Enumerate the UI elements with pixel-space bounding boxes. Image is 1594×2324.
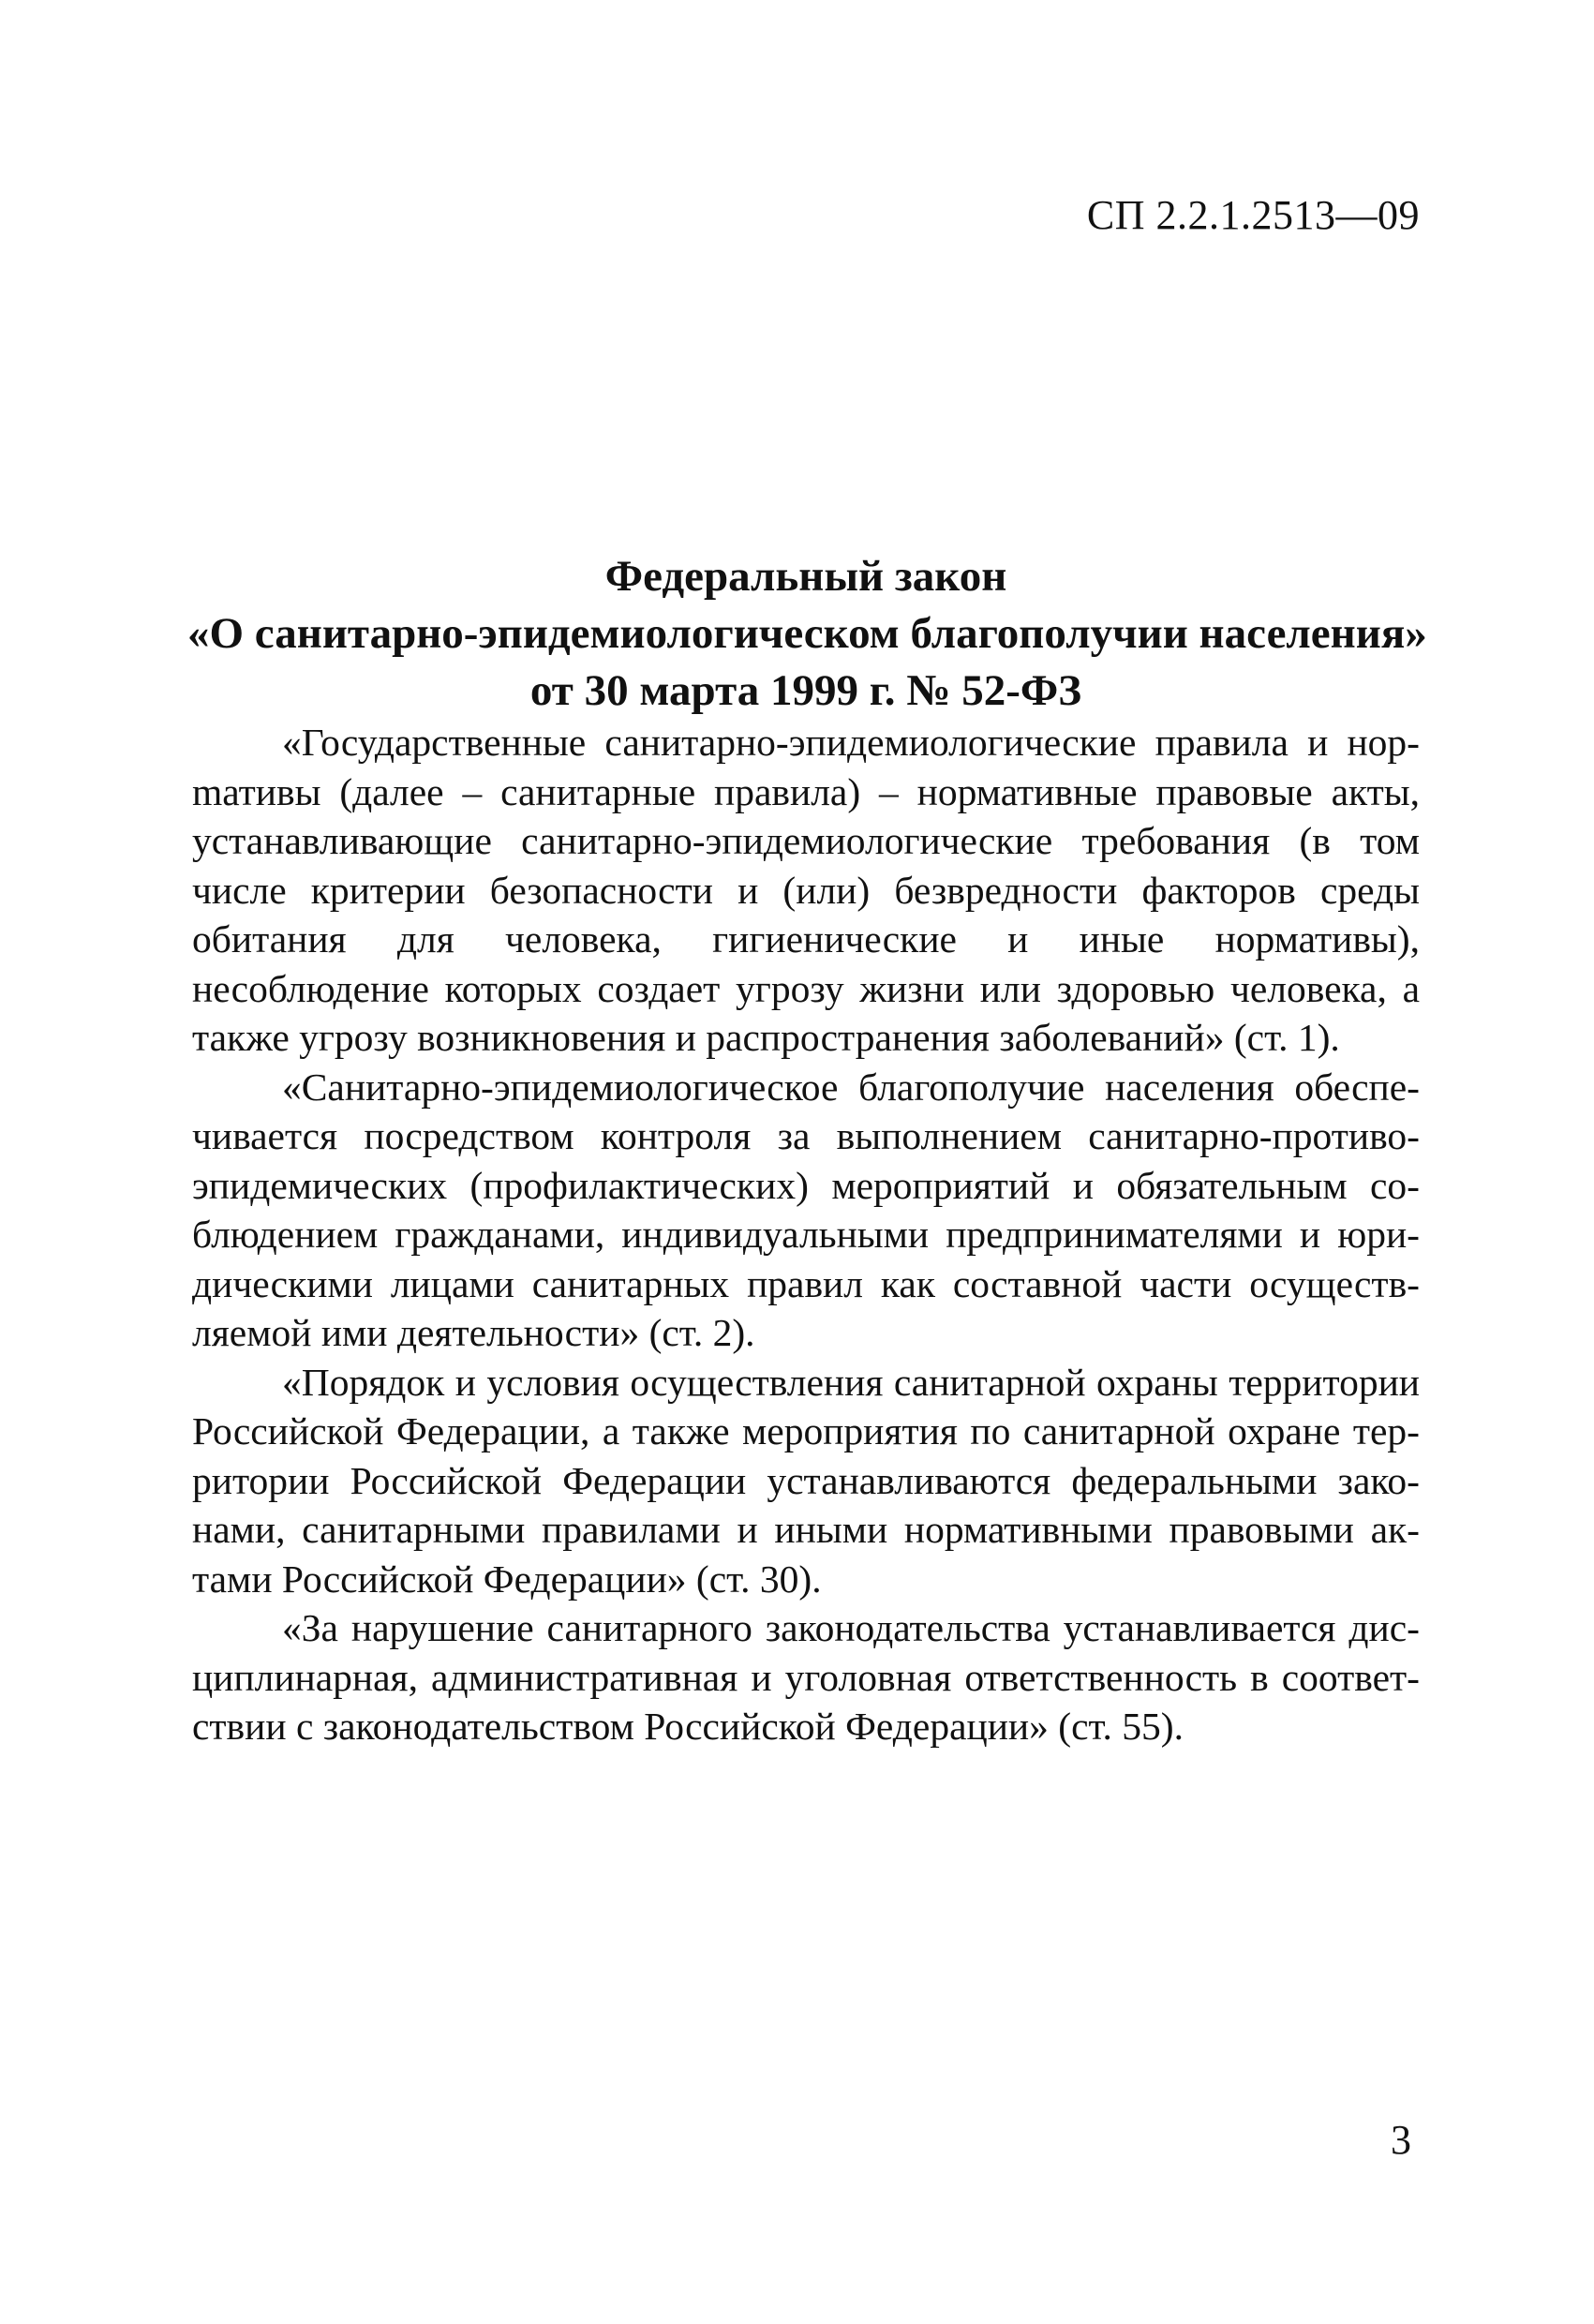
excerpt-article-1: «Государственные санитарно-эпидемиологические правила и норmативы (далее – санитарные правила) – нормативные правовые акты, устанавливающие санитарно-эпидемиологические требования (в том числе критерии безопасности и (или) безвредности факторов среды обитания для человека, гигиенические и иные нормативы), несоблюдение которых создает угрозу жизни или здоровью человека, а также угрозу возникновения и распространения заболеваний» (ст. 1). — [192, 721, 1420, 1059]
page-number: 3 — [1391, 2117, 1411, 2163]
excerpt-article-30: «Порядок и условия осуществления санитарной охраны территории Российской Федерации, а также мероприятия по санитарной охране территории Российской Федерации устанавливаются федеральными законами, санитарными правилами и иными нормативными правовыми актами Российской Федерации» (ст. 30). — [192, 1360, 1420, 1601]
excerpt-article-55: «За нарушение санитарного законодательства устанавливается дисциплинарная, административная и уголовная ответственность в соответствии с законодательством Российской Федерации» (ст. 55). — [192, 1606, 1420, 1748]
law-title-type: Федеральный закон — [604, 552, 1007, 601]
law-title-date-number: от 30 марта 1999 г. № 52-ФЗ — [529, 666, 1082, 715]
excerpt-article-2: «Санитарно-эпидемиологическое благополучие населения обеспечивается посредством контроля за выполнением санитарно-противоэпидемических (профилактических) мероприятий и обязательным соблюдением гражданами, индивидуальными предпринимателями и юридическими лицами санитарных правил как составной части осуществляемой ими деятельности» (ст. 2). — [192, 1065, 1420, 1354]
law-excerpts — [192, 718, 1420, 1751]
law-title-name: «О санитарно-эпидемиологическом благополучии населения» — [187, 609, 1427, 658]
document-code: СП 2.2.1.2513—09 — [1086, 192, 1420, 238]
law-title — [187, 548, 1427, 720]
